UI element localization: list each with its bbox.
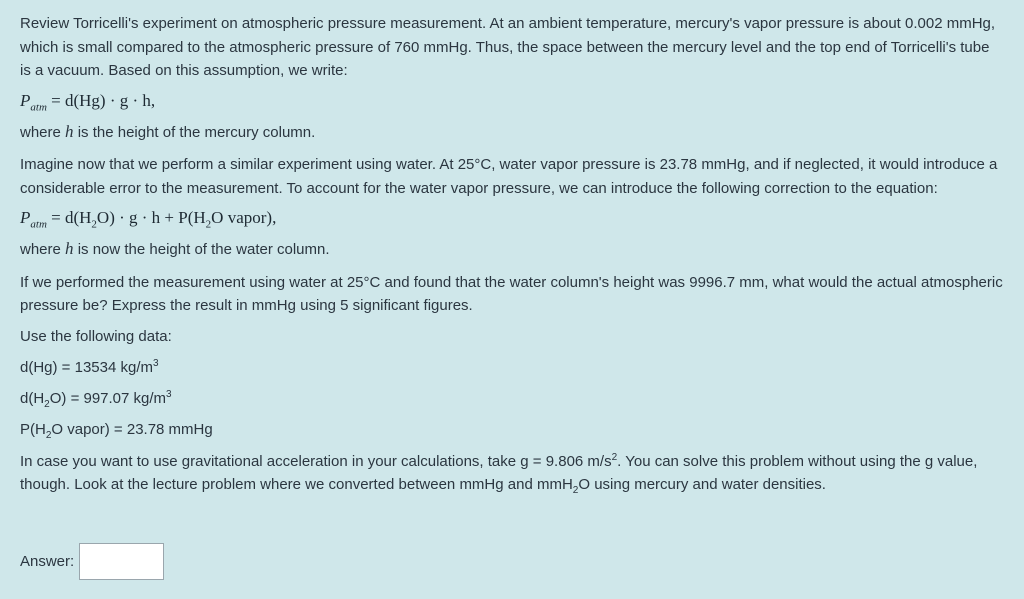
where-water-line xyxy=(20,237,1004,262)
dhg-sup: 3 xyxy=(153,357,159,369)
formula2-rhs-a: = d(H xyxy=(51,208,92,227)
formula1-rhs: = d(Hg) · g · h, xyxy=(51,90,156,110)
answer-label: Answer: xyxy=(20,553,75,570)
water-formula xyxy=(20,205,1004,231)
ph2o-text-a: P(H xyxy=(20,420,46,438)
data-density-water xyxy=(20,388,1004,410)
formula2-lhs-sub: atm xyxy=(30,218,47,231)
where2-prefix: where xyxy=(20,241,61,258)
data-water-vapor-pressure xyxy=(20,419,1004,441)
dhg-text: d(Hg) = 13534 kg/m xyxy=(20,358,153,376)
formula2-sub2: 2 xyxy=(205,218,212,231)
data-density-mercury xyxy=(20,357,1004,379)
mercury-formula xyxy=(20,88,1004,114)
where1-var: h xyxy=(65,121,74,141)
formula1-lhs-sub: atm xyxy=(30,100,47,113)
where-mercury-line xyxy=(20,120,1004,145)
data-heading: Use the following data: xyxy=(20,327,172,345)
note-text-a: In case you want to use gravitational acceleration in your calculations, take g = 9.806 m/s xyxy=(20,452,612,470)
problem-paragraph: If we performed the measurement using water at 25°C and found that the water column's height was 9996.7 mm, what would the actual atmospheric pressure be? Express the result in mmHg using 5 significant figures. xyxy=(20,273,1003,314)
note-text-c: O using mercury and water densities. xyxy=(578,476,826,493)
formula2-sub1: 2 xyxy=(91,218,97,231)
intro-paragraph: Review Torricelli's experiment on atmospheric pressure measurement. At an ambient temperature, mercury's vapor pressure is about 0.002 mmHg, which is small compared to the atmospheric pressure of 760 mmHg. Thus, the space between the mercury level and the top end of Torricelli's tube is a vacuum. Based on this assumption, we write: xyxy=(20,15,996,79)
answer-input[interactable] xyxy=(79,543,164,580)
formula2-lhs: P xyxy=(20,208,31,227)
where1-prefix: where xyxy=(20,123,61,141)
ph2o-sub: 2 xyxy=(45,429,52,441)
note-sup: 2 xyxy=(611,451,618,463)
water-intro-paragraph: Imagine now that we perform a similar experiment using water. At 25°C, water vapor pressure is 23.78 mmHg, and if neglected, it would introduce a considerable error to the measurement. To account for the water vapor pressure, we can introduce the following correction to the equation: xyxy=(20,156,998,197)
note-text-b: . You can solve this problem without using the g value, though. Look at the lecture problem where we converted between mmHg and mmH xyxy=(20,452,978,493)
formula2-rhs-b: O) · g · h + P(H xyxy=(96,208,206,227)
formula1-lhs: P xyxy=(20,90,31,110)
dh2o-sup: 3 xyxy=(166,388,172,400)
ph2o-text-b: O vapor) = 23.78 mmHg xyxy=(51,420,213,438)
where2-var: h xyxy=(65,239,74,258)
note-sub: 2 xyxy=(572,485,579,496)
where1-suffix: is the height of the mercury column. xyxy=(77,123,316,141)
dh2o-text-b: O) = 997.07 kg/m xyxy=(49,389,167,407)
formula2-rhs-c: O vapor), xyxy=(211,208,277,227)
answer-row xyxy=(20,543,164,580)
dh2o-sub: 2 xyxy=(44,398,50,410)
gravity-note-paragraph xyxy=(20,450,1004,497)
dh2o-text-a: d(H xyxy=(20,389,45,407)
where2-suffix: is now the height of the water column. xyxy=(77,241,330,258)
